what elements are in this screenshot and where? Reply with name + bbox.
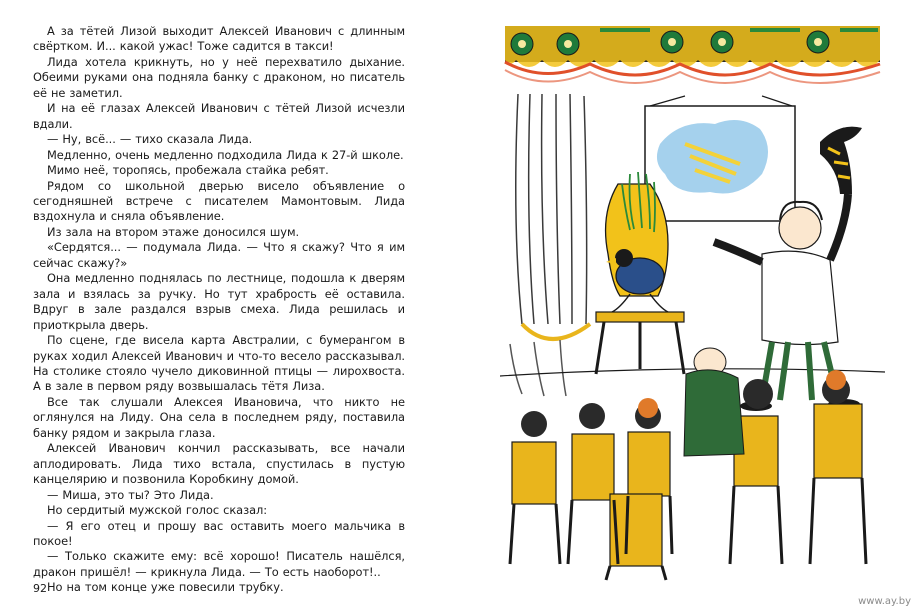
text-column	[33, 24, 405, 596]
paragraph: — Ну, всё... — тихо сказала Лида.	[47, 132, 253, 147]
paragraph: Алексей Иванович кончил рассказывать, все начали аплодировать. Лида тихо встала, спустилась в пустую канцелярию и позвонила Коробкину домой.	[33, 441, 405, 487]
paragraph: Но на том конце уже повесили трубку.	[47, 580, 284, 595]
paragraph: Из зала на втором этаже доносился шум.	[47, 224, 300, 239]
paragraph: По сцене, где висела карта Австралии, с бумерангом в руках ходил Алексей Иванович и что-то весело рассказывал. На столике стояло чучело диковинной птицы — лирохвоста. А в зале в первом ряду возвышалась тётя Лиза.	[33, 333, 405, 394]
stage-curtain-left	[510, 94, 590, 396]
page-number: 92	[33, 582, 47, 595]
paragraph: — Я его отец и прошу вас оставить моего мальчика в покое!	[33, 518, 405, 548]
curtain-valance	[505, 26, 880, 83]
paragraph: Мимо неё, торопясь, пробежала стайка ребят.	[47, 163, 329, 178]
paragraph: Но сердитый мужской голос сказал:	[47, 503, 268, 518]
watermark: www.ay.by	[858, 596, 911, 607]
paragraph: Медленно, очень медленно подходила Лида к 27-й школе.	[47, 147, 404, 162]
paragraph: Она медленно поднялась по лестнице, подошла к дверям зала и взялась за ручку. Но тут храбрость её оставила. Вдруг в зале раздался взрыв смеха. Лида решилась и приоткрыла дверь.	[33, 271, 405, 332]
paragraph: Лида хотела крикнуть, но у неё перехватило дыхание. Обеими руками она подняла банку с драконом, но писатель её не заметил.	[33, 54, 405, 100]
paragraph: А за тётей Лизой выходит Алексей Иванович с длинным свёртком. И... какой ужас! Тоже садится в такси!	[33, 24, 405, 54]
illustration	[500, 24, 885, 584]
paragraph: Все так слушали Алексея Ивановича, что никто не оглянулся на Лиду. Она села в последнем ряду, поставила банку рядом и закрыла глаза.	[33, 394, 405, 440]
map-of-australia	[645, 96, 795, 221]
paragraph: — Миша, это ты? Это Лида.	[47, 487, 214, 502]
paragraph: — Только скажите ему: всё хорошо! Писатель нашёлся, дракон пришёл! — крикнула Лида. — То есть наоборот!..	[33, 549, 405, 579]
paragraph: И на её глазах Алексей Иванович с тётей Лизой исчезли вдали.	[33, 101, 405, 131]
paragraph: Рядом со школьной дверью висело объявление о сегодняшней встрече с писателем Мамонтовым. Лида вздохнула и сняла объявление.	[33, 178, 405, 224]
paragraph: «Сердятся... — подумала Лида. — Что я скажу? Что я им сейчас скажу?»	[33, 240, 405, 270]
